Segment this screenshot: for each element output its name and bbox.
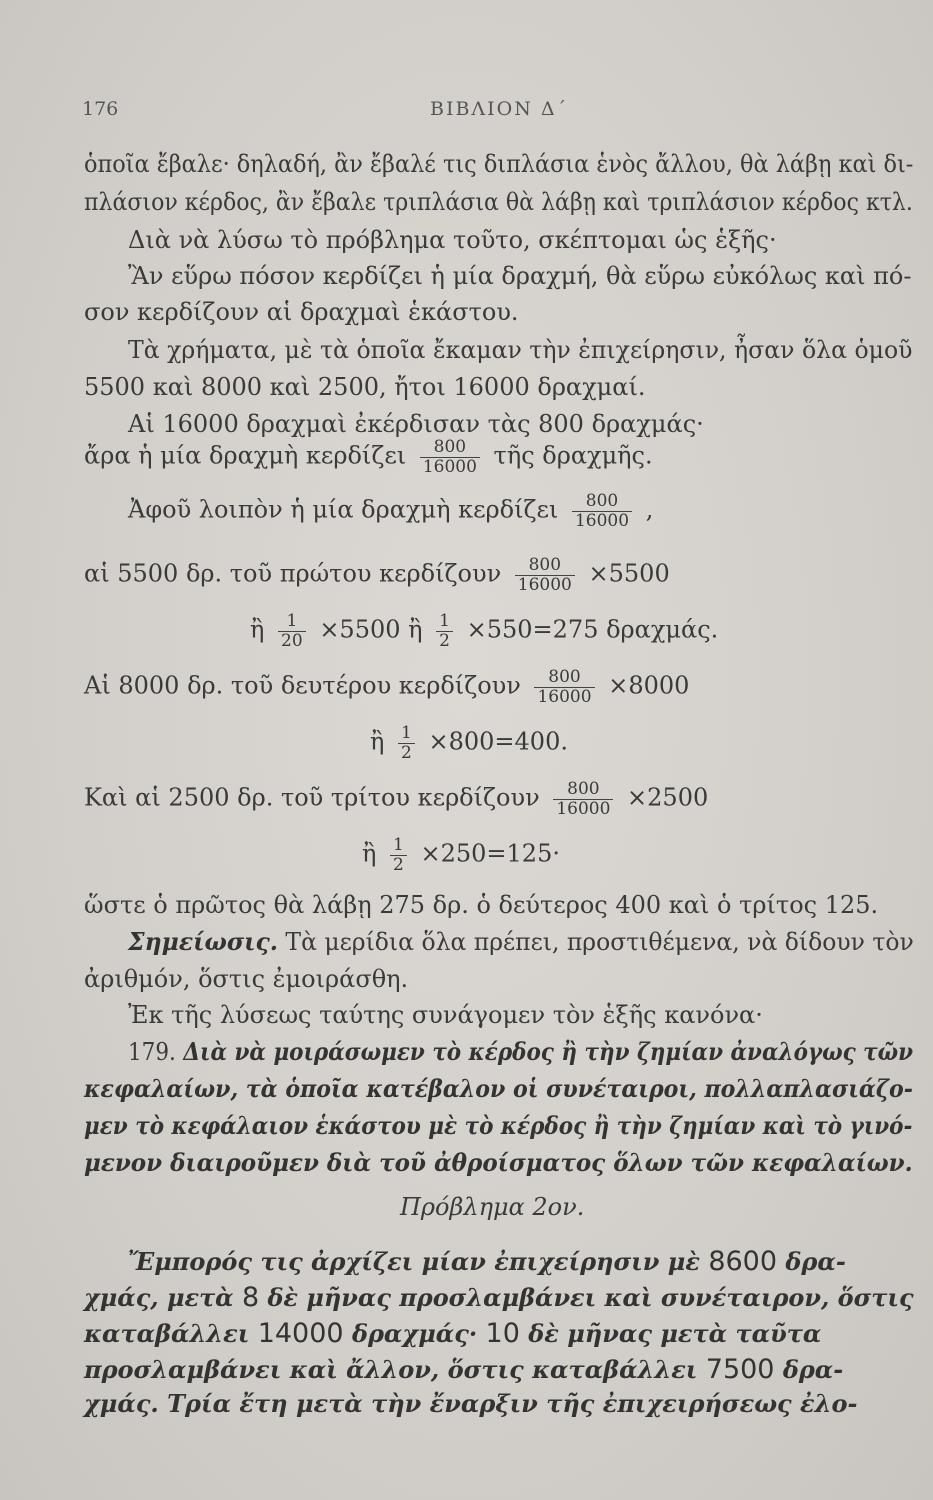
conclusion-line: ὥστε ὁ πρῶτος θὰ λάβῃ 275 δρ. ὁ δεύτερος 400 καὶ ὁ τρίτος 125. — [84, 891, 879, 919]
fraction — [420, 438, 480, 476]
fraction — [390, 836, 407, 874]
rule-line: μεν τὸ κεφάλαιον ἑκάστου μὲ τὸ κέρδος ἢ τὴν ζημίαν καὶ τὸ γινό- — [84, 1111, 913, 1140]
text-line: 5500 καὶ 8000 καὶ 2500, ἤτοι 16000 δραχμαί. — [84, 373, 646, 401]
math-line-6 — [370, 724, 568, 762]
problem-line — [84, 1320, 821, 1347]
math-text: , — [645, 495, 654, 524]
text-line: Ἂν εὕρω πόσον κερδίζει ἡ μία δραχμή, θὰ εὕρω εὐκόλως καὶ πό- — [128, 262, 912, 290]
math-text: ×800=400. — [428, 727, 568, 756]
problem-title: Πρόβλημα 2ον. — [400, 1193, 585, 1221]
problem-text: προσλαμβάνει καὶ ἄλλον, ὅστις καταβάλλει — [84, 1355, 706, 1384]
math-text: αἱ 5500 δρ. τοῦ πρώτου κερδίζουν — [84, 559, 502, 588]
denominator: 16000 — [537, 686, 592, 707]
text-line: Διὰ νὰ λύσω τὸ πρόβλημα τοῦτο, σκέπτομαι ὡς ἑξῆς· — [128, 226, 777, 254]
text-line: Τὰ χρήματα, μὲ τὰ ὁποῖα ἔκαμαν τὴν ἐπιχείρησιν, ἦσαν ὅλα ὁμοῦ — [128, 336, 913, 364]
numerator: 800 — [553, 780, 613, 800]
denominator: 2 — [393, 854, 404, 875]
fraction — [436, 612, 453, 650]
fraction — [553, 780, 613, 818]
math-text: Ἀφοῦ λοιπὸν ἡ μία δραχμὴ κερδίζει — [128, 495, 559, 524]
rule-text: Διὰ νὰ μοιράσωμεν τὸ κέρδος ἢ τὴν ζημίαν ἀναλόγως τῶν — [175, 1037, 914, 1066]
numerator: 800 — [420, 438, 480, 458]
denominator: 2 — [401, 742, 412, 763]
problem-line: χμάς. Τρία ἔτη μετὰ τὴν ἔναρξιν τῆς ἐπιχειρήσεως ἐλο- — [84, 1389, 858, 1418]
math-text: ×8000 — [608, 671, 690, 700]
math-line-5 — [84, 668, 689, 706]
math-text: Αἱ 8000 δρ. τοῦ δευτέρου κερδίζουν — [84, 671, 521, 700]
text-line: πλάσιον κέρδος, ἂν ἔβαλε τριπλάσια θὰ λάβῃ καὶ τριπλάσιον κέρδος κτλ. — [84, 188, 913, 216]
problem-text: δρα- — [774, 1355, 844, 1384]
rule-line — [128, 1037, 914, 1066]
numerator: 1 — [436, 612, 453, 632]
denominator: 16000 — [574, 510, 630, 531]
numerator: 1 — [398, 724, 415, 744]
problem-line — [84, 1284, 914, 1311]
numerator: 800 — [572, 492, 632, 512]
numerator: 1 — [390, 836, 407, 856]
math-text: ×2500 — [627, 783, 709, 812]
math-text: ἄρα ἡ μία δραχμὴ κερδίζει — [84, 441, 407, 470]
fraction — [278, 612, 306, 650]
problem-number: 14000 — [257, 1318, 344, 1349]
problem-line — [128, 1248, 846, 1275]
note-continuation: ἀριθμόν, ὅστις ἐμοιράσθη. — [84, 965, 409, 993]
math-line-4 — [250, 612, 718, 650]
numerator: 800 — [515, 556, 575, 576]
problem-text: δραχμάς· — [343, 1319, 486, 1348]
problem-text: δὲ μῆνας προσλαμβάνει καὶ συνέταιρον, ὅστις — [259, 1283, 914, 1312]
math-line-3 — [84, 556, 670, 594]
math-text: ἢ — [370, 727, 385, 756]
numerator: 800 — [534, 668, 594, 688]
problem-number: 8600 — [708, 1246, 778, 1277]
denominator: 16000 — [517, 574, 572, 595]
problem-line — [84, 1356, 843, 1383]
fraction — [398, 724, 415, 762]
numerator: 1 — [278, 612, 306, 632]
rule-line: κεφαλαίων, τὰ ὁποῖα κατέβαλον οἱ συνέταιροι, πολλαπλασιάζο- — [84, 1074, 913, 1103]
note-label: Σημείωσις. — [128, 927, 278, 956]
note-line — [128, 927, 914, 956]
problem-text: δὲ μῆνας μετὰ ταῦτα — [519, 1319, 822, 1348]
math-line-1 — [84, 438, 653, 476]
denominator: 16000 — [556, 798, 611, 819]
math-text: ×550=275 δραχμάς. — [466, 615, 719, 644]
math-line-7 — [84, 780, 708, 818]
running-title: ΒΙΒΛΙΟΝ Δ΄ — [430, 98, 569, 120]
text-line: σον κερδίζουν αἱ δραχμαὶ ἑκάστου. — [84, 298, 519, 326]
section-number: 179. — [128, 1038, 176, 1066]
math-text: ἢ — [362, 839, 377, 868]
fraction — [534, 668, 594, 706]
fraction — [515, 556, 575, 594]
rule-intro: Ἐκ τῆς λύσεως ταύτης συνάγομεν τὸν ἑξῆς κανόνα· — [128, 1001, 763, 1029]
math-text: ×5500 — [588, 559, 670, 588]
math-text: τῆς δραχμῆς. — [493, 441, 653, 470]
denominator: 16000 — [422, 456, 477, 477]
math-text: ἢ — [250, 615, 265, 644]
fraction — [572, 492, 632, 530]
denominator: 2 — [439, 630, 450, 651]
problem-number: 10 — [485, 1318, 520, 1349]
problem-text: χμάς, μετὰ — [84, 1283, 242, 1312]
math-line-2 — [128, 492, 653, 530]
problem-text: δρα- — [777, 1247, 846, 1276]
problem-text: Ἔμπορός τις ἀρχίζει μίαν ἐπιχείρησιν μὲ — [128, 1247, 709, 1276]
problem-text: καταβάλλει — [84, 1319, 258, 1348]
rule-line: μενον διαιροῦμεν διὰ τοῦ ἀθροίσματος ὅλων τῶν κεφαλαίων. — [84, 1148, 913, 1177]
text-line: Αἱ 16000 δραχμαὶ ἐκέρδισαν τὰς 800 δραχμάς· — [128, 410, 704, 438]
math-text: ×250=125· — [420, 839, 560, 868]
problem-number: 7500 — [705, 1354, 775, 1385]
note-text: Τὰ μερίδια ὅλα πρέπει, προστιθέμενα, νὰ δίδουν τὸν — [277, 928, 914, 956]
math-line-8 — [362, 836, 560, 874]
problem-number: 8 — [241, 1282, 260, 1313]
page-number: 176 — [82, 98, 119, 120]
math-text: ×5500 ἢ — [319, 615, 423, 644]
denominator: 20 — [281, 630, 303, 651]
text-line: ὁποῖα ἔβαλε· δηλαδή, ἂν ἔβαλέ τις διπλάσια ἑνὸς ἄλλου, θὰ λάβῃ καὶ δι- — [84, 150, 914, 178]
math-text: Καὶ αἱ 2500 δρ. τοῦ τρίτου κερδίζουν — [84, 783, 540, 812]
